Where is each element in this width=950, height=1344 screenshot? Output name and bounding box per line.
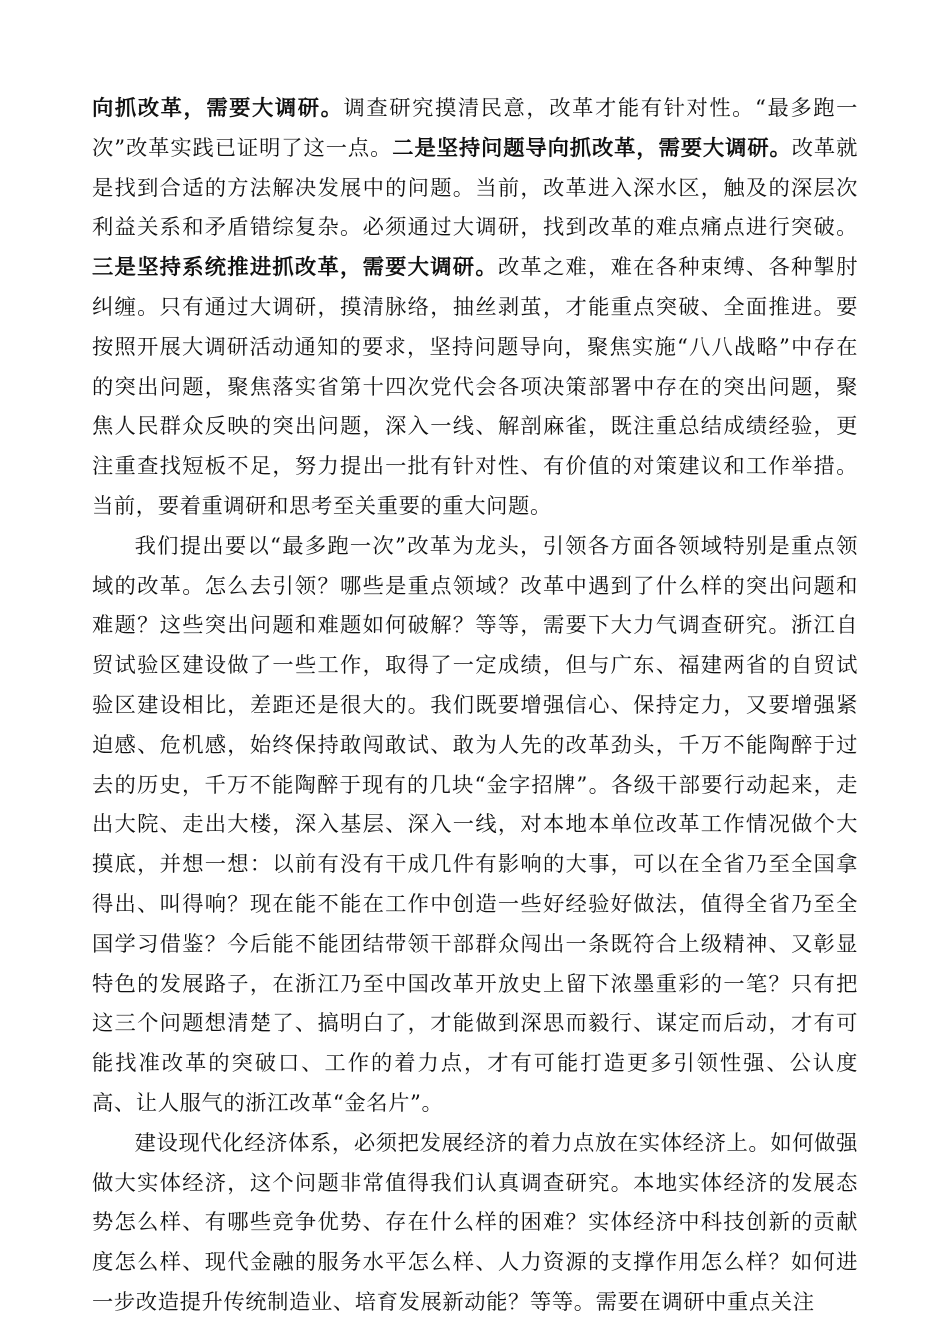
text-run: 建设现代化经济体系，必须把发展经济的着力点放在实体经济上。如何做强做大实体经济，这个问题非常值得我们认真调查研究。本地实体经济的发展态势怎么样、有哪些竞争优势、存在什么样的困难？实体经济中科技创新的贡献度怎么样、现代金融的服务水平怎么样、人力资源的支撑作用怎么样？如何进一步改造提升传统制造业、培育发展新动能？等等。需要在调研中重点关注 bbox=[92, 1130, 858, 1315]
text-run: 调查研究摸清民意，改革才能有针对性。“最多跑一次”改革实践已证明了这一点。 bbox=[92, 96, 858, 161]
bold-phrase: 三是坚持系统推进抓改革，需要大调研。 bbox=[92, 255, 498, 281]
paragraph-2 bbox=[92, 527, 858, 1124]
paragraph-3 bbox=[92, 1124, 858, 1323]
text-run: 改革之难，难在各种束缚、各种掣肘纠缠。只有通过大调研，摸清脉络，抽丝剥茧，才能重点突破、全面推进。要按照开展大调研活动通知的要求，坚持问题导向，聚焦实施“八八战略”中存在的突出问题，聚焦落实省第十四次党代会各项决策部署中存在的突出问题，聚焦人民群众反映的突出问题，深入一线、解剖麻雀，既注重总结成绩经验，更注重查找短板不足，努力提出一批有针对性、有价值的对策建议和工作举措。当前，要着重调研和思考至关重要的重大问题。 bbox=[92, 255, 858, 519]
bold-phrase: 二是坚持问题导向抓改革，需要大调研。 bbox=[392, 135, 792, 161]
paragraph-1 bbox=[92, 89, 858, 527]
text-run: 改革就是找到合适的方法解决发展中的问题。当前，改革进入深水区，触及的深层次利益关系和矛盾错综复杂。必须通过大调研，找到改革的难点痛点进行突破。 bbox=[92, 135, 858, 241]
bold-phrase: 向抓改革，需要大调研。 bbox=[92, 96, 344, 121]
document-body bbox=[92, 89, 858, 1323]
text-run: 我们提出要以“最多跑一次”改革为龙头，引领各方面各领域特别是重点领域的改革。怎么去引领？哪些是重点领域？改革中遇到了什么样的突出问题和难题？这些突出问题和难题如何破解？等等，需要下大力气调查研究。浙江自贸试验区建设做了一些工作，取得了一定成绩，但与广东、福建两省的自贸试验区建设相比，差距还是很大的。我们既要增强信心、保持定力，又要增强紧迫感、危机感，始终保持敢闯敢试、敢为人先的改革劲头，千万不能陶醉于过去的历史，千万不能陶醉于现有的几块“金字招牌”。各级干部要行动起来，走出大院、走出大楼，深入基层、深入一线，对本地本单位改革工作情况做个大摸底，并想一想：以前有没有干成几件有影响的大事，可以在全省乃至全国拿得出、叫得响？现在能不能在工作中创造一些好经验好做法，值得全省乃至全国学习借鉴？今后能不能团结带领干部群众闯出一条既符合上级精神、又彰显特色的发展路子，在浙江乃至中国改革开放史上留下浓墨重彩的一笔？只有把这三个问题想清楚了、搞明白了，才能做到深思而毅行、谋定而后动，才有可能找准改革的突破口、工作的着力点，才有可能打造更多引领性强、公认度高、让人服气的浙江改革“金名片”。 bbox=[92, 533, 858, 1116]
